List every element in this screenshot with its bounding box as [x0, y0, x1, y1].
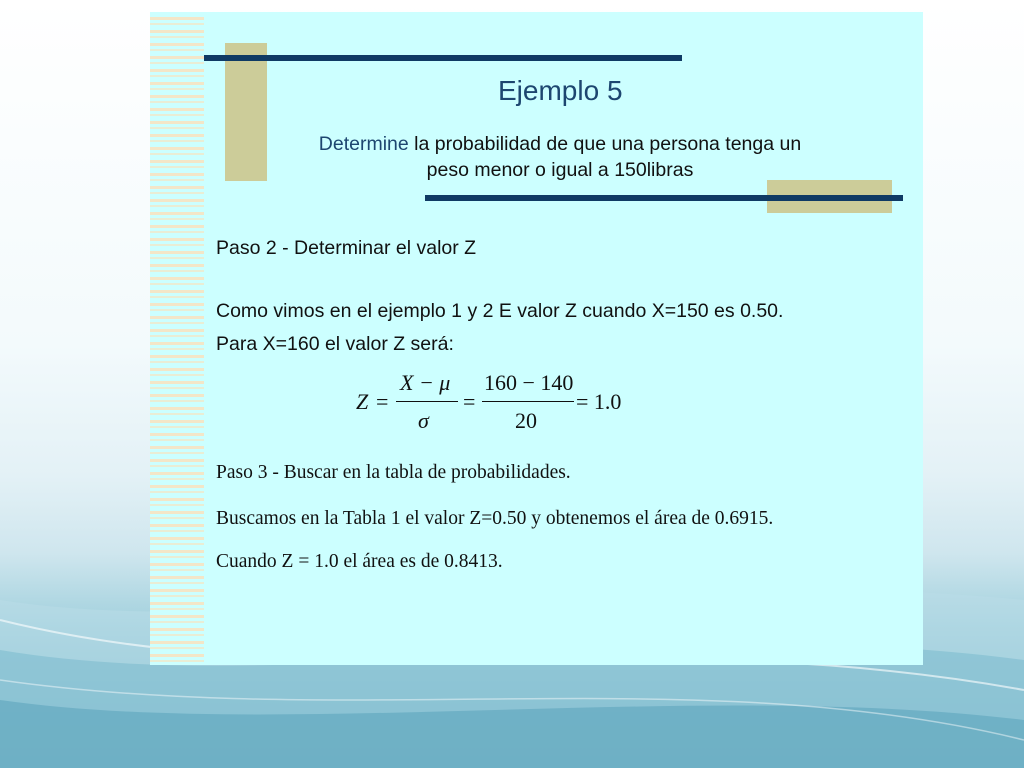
- formula-numerator-1: X − μ: [400, 370, 451, 395]
- paragraph-line-buscamos: Buscamos en la Tabla 1 el valor Z=0.50 y obtenemos el área de 0.6915.: [216, 508, 774, 529]
- slide-subtitle: [280, 131, 840, 183]
- step-3-heading: Paso 3 - Buscar en la tabla de probabilidades.: [216, 462, 571, 483]
- fraction-bar-1: [396, 401, 458, 402]
- paragraph-line-como: Como vimos en el ejemplo 1 y 2 E valor Z cuando X=150 es 0.50.: [216, 300, 784, 322]
- subtitle-line2: peso menor o igual a 150libras: [426, 159, 694, 181]
- formula-numerator-2: 160 − 140: [484, 370, 574, 395]
- paragraph-line-cuando: Cuando Z = 1.0 el área es de 0.8413.: [216, 551, 503, 572]
- step-2-heading: Paso 2 - Determinar el valor Z: [216, 237, 477, 259]
- slide-title: Ejemplo 5: [498, 75, 623, 106]
- subtitle-line1: la probabilidad de que una persona tenga un: [408, 133, 802, 155]
- paragraph-line-para: Para X=160 el valor Z será:: [216, 333, 454, 355]
- slide: [150, 12, 923, 665]
- formula-z: Z: [356, 389, 369, 414]
- subtitle-keyword: Determine: [318, 133, 409, 155]
- navy-rule-top: [204, 55, 682, 61]
- navy-rule-bottom: [425, 195, 903, 201]
- formula-denominator-2: 20: [515, 408, 537, 433]
- formula-equals-1: =: [376, 389, 389, 414]
- z-formula: [356, 367, 631, 439]
- formula-denominator-1: σ: [418, 408, 429, 433]
- formula-equals-2: =: [463, 389, 476, 414]
- tan-accent-block-left: [225, 43, 267, 181]
- striped-border: [150, 12, 204, 665]
- fraction-bar-2: [482, 401, 574, 402]
- formula-result: = 1.0: [576, 389, 622, 414]
